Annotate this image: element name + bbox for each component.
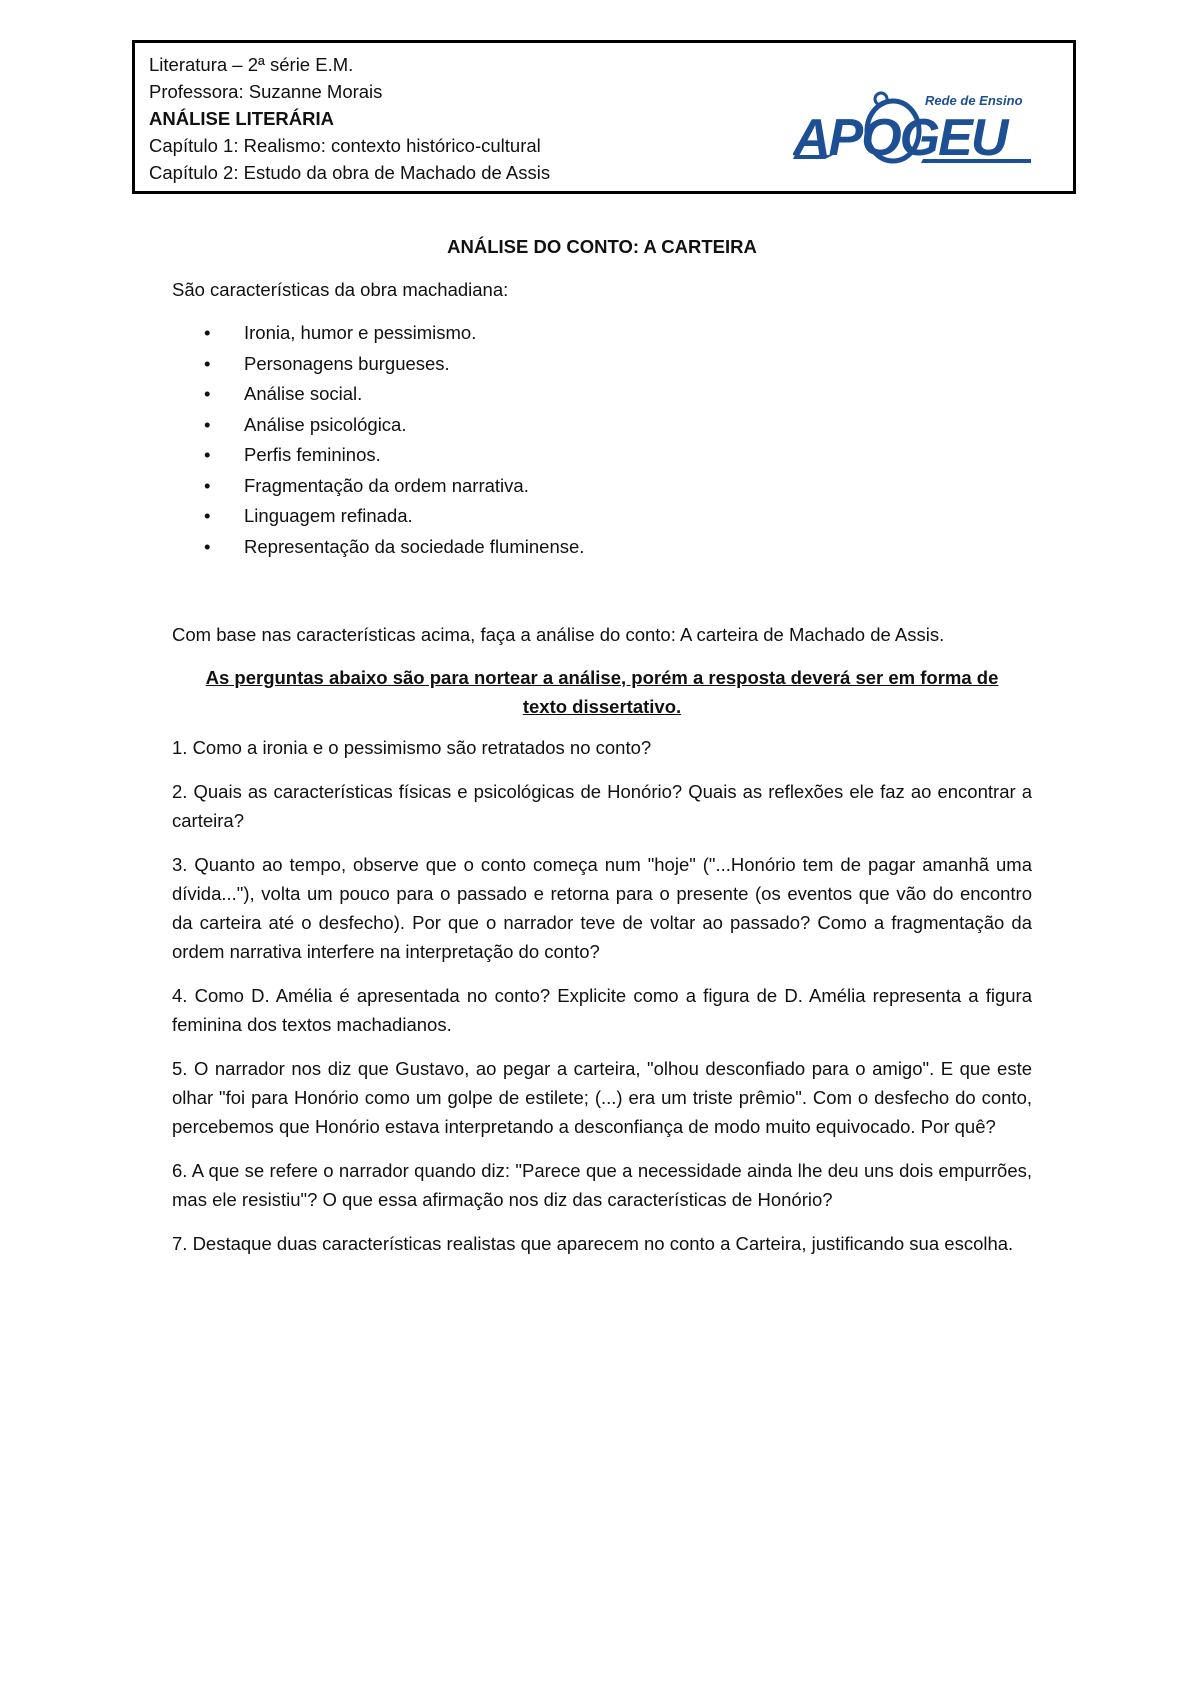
bullet-icon: • <box>204 352 211 374</box>
bullet-icon: • <box>204 322 211 343</box>
feature-item <box>172 379 1032 410</box>
header-box <box>132 40 1076 194</box>
feature-item <box>172 349 1032 380</box>
feature-text: Perfis femininos. <box>244 444 381 465</box>
feature-item <box>172 501 1032 532</box>
feature-text: Ironia, humor e pessimismo. <box>244 322 477 343</box>
question-1: 1. Como a ironia e o pessimismo são retratados no conto? <box>172 737 652 758</box>
feature-text: Fragmentação da ordem narrativa. <box>244 474 529 496</box>
header-text <box>149 51 550 186</box>
teacher-line: Professora: Suzanne Morais <box>149 81 383 102</box>
features-list <box>172 318 1032 562</box>
chapter2-line: Capítulo 2: Estudo da obra de Machado de Assis <box>149 162 551 183</box>
question-6: 6. A que se refere o narrador quando diz: "Parece que a necessidade ainda lhe deu uns dois empurrões, mas ele resistiu"? O que essa afirmação nos diz das características de Honório? <box>172 1160 1032 1210</box>
question-2: 2. Quais as características físicas e psicológicas de Honório? Quais as reflexões ele faz ao encontrar a carteira? <box>172 781 1032 831</box>
logo-wordmark: APOGEU <box>793 109 1007 167</box>
question-7: 7. Destaque duas características realistas que aparecem no conto a Carteira, justificando sua escolha. <box>172 1233 1014 1254</box>
feature-item <box>172 532 1032 563</box>
feature-text: Linguagem refinada. <box>244 505 413 526</box>
base-text: Com base nas características acima, faça a análise do conto: A carteira de Machado de Assis. <box>172 624 945 645</box>
feature-item <box>172 440 1032 471</box>
bullet-icon: • <box>204 444 211 465</box>
course-line: Literatura – 2ª série E.M. <box>149 54 354 75</box>
bullet-icon: • <box>204 535 211 557</box>
apogeu-logo <box>793 85 1033 167</box>
feature-text: Representação da sociedade fluminense. <box>244 535 585 557</box>
feature-item <box>172 318 1032 349</box>
chapter1-line: Capítulo 1: Realismo: contexto histórico-cultural <box>149 135 541 156</box>
question-3: 3. Quanto ao tempo, observe que o conto começa num "hoje" ("...Honório tem de pagar amanhã uma dívida..."), volta um pouco para o passado e retorna para o presente (os eventos que vão do encontro da carteira até o desfecho). Por que o narrador teve de voltar ao passado? Como a fragmentação da ordem narrativa interfere na interpretação do conto? <box>172 854 1032 962</box>
document-body <box>172 232 1032 1273</box>
subject-line: ANÁLISE LITERÁRIA <box>149 108 334 129</box>
questions-list <box>172 733 1032 1258</box>
feature-text: Análise psicológica. <box>244 413 407 435</box>
bullet-icon: • <box>204 383 211 404</box>
document-title: ANÁLISE DO CONTO: A CARTEIRA <box>447 236 757 257</box>
feature-item <box>172 471 1032 502</box>
question-5: 5. O narrador nos diz que Gustavo, ao pegar a carteira, "olhou desconfiado para o amigo". E que este olhar "foi para Honório como um golpe de estilete; (...) era um triste prêmio". Com o desfecho do conto, percebemos que Honório estava interpretando a desconfiança de modo muito equivocado. Por quê? <box>172 1058 1032 1137</box>
instruction-text: As perguntas abaixo são para nortear a análise, porém a resposta deverá ser em forma de texto dissertativo. <box>205 667 999 717</box>
bullet-icon: • <box>204 413 211 435</box>
logo-tagline: Rede de Ensino <box>925 93 1023 108</box>
feature-item <box>172 410 1032 441</box>
feature-text: Análise social. <box>244 383 363 404</box>
question-4: 4. Como D. Amélia é apresentada no conto? Explicite como a figura de D. Amélia representa a figura feminina dos textos machadianos. <box>172 985 1032 1035</box>
bullet-icon: • <box>204 505 211 526</box>
feature-text: Personagens burgueses. <box>244 352 450 374</box>
intro-text: São características da obra machadiana: <box>172 279 509 300</box>
bullet-icon: • <box>204 474 211 496</box>
